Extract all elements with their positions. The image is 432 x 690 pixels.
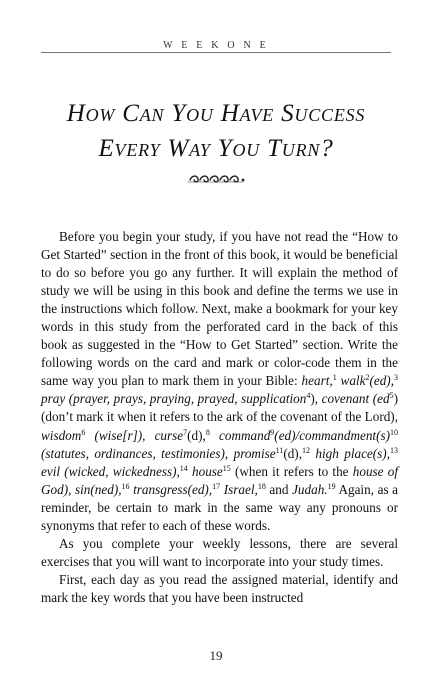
paragraph-3: First, each day as you read the assigned material, identify and mark the key words that you have been instructed bbox=[41, 571, 398, 605]
header-rule bbox=[41, 52, 391, 53]
decorative-scroll-ornament-icon bbox=[186, 172, 246, 186]
body-text bbox=[41, 228, 398, 607]
chapter-title-line-1: How Can You Have Success bbox=[66, 100, 366, 127]
running-header-label: W E E K O N E bbox=[155, 40, 277, 51]
paragraph-2: As you complete your weekly lessons, there are several exercises that you will want to incorporate into your study times. bbox=[41, 535, 398, 569]
chapter-title bbox=[0, 96, 432, 166]
paragraph-1: Before you begin your study, if you have not read the “How to Get Started” section in the front of this book, it would be beneficial to do so before you go any further. It will explain the method of study we will be using in this book and define the terms we use in the instructions which follow. Next, make a bookmark for your key words in this study from the perforated card in the back of this book as suggested in the “How to Get Started” section. Write the following words on the card and mark or color-code them in the same way you plan to mark them in your Bible: heart,$^1$ walk$^2$(ed),$^3$ pray (prayer, prays, praying, prayed, supplication$^4$), covenant $(ed^5)$ (don’t mark it when it refers to the ark of the covenant of the Lord), wisdom$^6$ (wise[r]), curse$^7$(d),$^8$ $command^9(ed)/commandment(s)^{10}$ (statutes, ordinances, testimonies), promise$^{11}$(d),$^{12}$ high place(s),$^{13}$ evil (wicked, wickedness),$^{14}$ house$^{15}$ (when it refers to the house of God), sin(ned),$^{16}$ transgress(ed),$^{17}$ Israel,$^{18}$ and Judah.$^{19}$ Again, as a reminder, be certain to mark in the same way any pronouns or synonyms that refer to each of these words. bbox=[41, 229, 399, 533]
running-header bbox=[0, 40, 432, 51]
chapter-title-line-2: Every Way You Turn? bbox=[98, 135, 334, 162]
page-number: 19 bbox=[209, 648, 223, 663]
